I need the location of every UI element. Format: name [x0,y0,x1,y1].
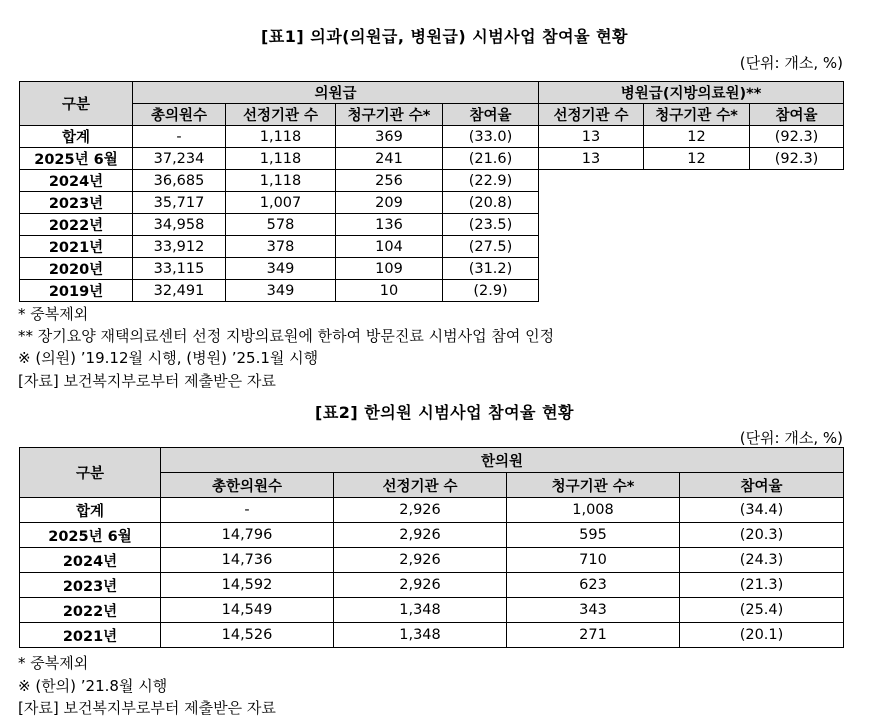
table-cell: 256 [336,170,443,192]
table-cell: 578 [226,214,336,236]
table-cell: 12 [644,126,750,148]
table2-source: [자료] 보건복지부로부터 제출받은 자료 [18,699,276,717]
table-cell: 343 [507,598,680,623]
table-cell: (33.0) [443,126,539,148]
row-label: 2020년 [20,258,133,280]
table-cell: 33,912 [133,236,226,258]
table-cell: 369 [336,126,443,148]
row-label: 2019년 [20,280,133,302]
table1-col-header: 청구기관 수* [644,104,750,126]
table-cell: 710 [507,548,680,573]
row-label: 2024년 [20,548,161,573]
table-row [20,498,844,523]
table1-col-header: 참여율 [750,104,844,126]
table-cell: 37,234 [133,148,226,170]
table-cell: (31.2) [443,258,539,280]
table-row [20,548,844,573]
table-cell: 35,717 [133,192,226,214]
table-cell: 1,118 [226,170,336,192]
row-label: 합계 [20,498,161,523]
row-label: 2021년 [20,236,133,258]
table-cell: 36,685 [133,170,226,192]
table-cell: (24.3) [680,548,844,573]
table-cell: 13 [539,126,644,148]
table-cell: 1,118 [226,148,336,170]
table-cell: (34.4) [680,498,844,523]
row-label: 2025년 6월 [20,148,133,170]
table1-note: ※ (의원) ’19.12월 시행, (병원) ’25.1월 시행 [18,349,319,367]
table2-col-header: 참여율 [680,473,844,498]
table-cell: (20.1) [680,623,844,648]
table-cell: 14,736 [161,548,334,573]
table2-header-category: 구분 [20,448,161,498]
table-cell: 14,526 [161,623,334,648]
table1-header-group1: 의원급 [133,82,539,104]
table-cell: 34,958 [133,214,226,236]
table-cell: 2,926 [334,573,507,598]
table1-title: [표1] 의과(의원급, 병원급) 시범사업 참여율 현황 [260,27,629,46]
table-cell: (22.9) [443,170,539,192]
table2-title: [표2] 한의원 시범사업 참여율 현황 [315,403,574,422]
row-label: 2023년 [20,573,161,598]
row-label: 2022년 [20,598,161,623]
table-cell: (25.4) [680,598,844,623]
table-cell: 13 [539,148,644,170]
row-label: 2021년 [20,623,161,648]
table1-unit: (단위: 개소, %) [739,54,843,72]
table1-col-header: 선정기관 수 [539,104,644,126]
table-row [20,523,844,548]
table2-note: ※ (한의) ’21.8월 시행 [18,677,168,695]
table-cell: (92.3) [750,126,844,148]
table-cell: 136 [336,214,443,236]
table1-col-header: 참여율 [443,104,539,126]
table-row [20,148,844,170]
table-cell: - [161,498,334,523]
row-label: 합계 [20,126,133,148]
table-cell: 1,118 [226,126,336,148]
table1-col-header: 청구기관 수* [336,104,443,126]
table-row [20,126,844,148]
table-cell: 14,592 [161,573,334,598]
table-cell: (2.9) [443,280,539,302]
table-cell: 209 [336,192,443,214]
table-cell: 14,796 [161,523,334,548]
table-row [20,598,844,623]
row-label: 2025년 6월 [20,523,161,548]
table-cell: 1,348 [334,623,507,648]
table-cell: (21.3) [680,573,844,598]
table-cell: 2,926 [334,498,507,523]
table-cell: (20.3) [680,523,844,548]
table-cell: 378 [226,236,336,258]
table1-header-category: 구분 [20,82,133,126]
table1-header-group2: 병원급(지방의료원)** [539,82,844,104]
table-cell: 104 [336,236,443,258]
table-cell: 1,348 [334,598,507,623]
table1-source: [자료] 보건복지부로부터 제출받은 자료 [18,372,276,390]
table2 [19,447,844,648]
table-cell: 241 [336,148,443,170]
table-cell: 14,549 [161,598,334,623]
table1-col-header: 선정기관 수 [226,104,336,126]
table-cell: 595 [507,523,680,548]
table2-col-header: 선정기관 수 [334,473,507,498]
table-cell: (21.6) [443,148,539,170]
row-label: 2022년 [20,214,133,236]
table2-col-header: 청구기관 수* [507,473,680,498]
table2-unit: (단위: 개소, %) [739,429,843,447]
table-cell: 349 [226,280,336,302]
table-cell: 623 [507,573,680,598]
table1-note: * 중복제외 [18,305,89,323]
table-cell: 12 [644,148,750,170]
table1-note: ** 장기요양 재택의료센터 선정 지방의료원에 한하여 방문진료 시범사업 참여 인정 [18,327,555,345]
table-row [20,623,844,648]
table-cell: 1,007 [226,192,336,214]
table2-note: * 중복제외 [18,654,89,672]
table1 [19,81,844,302]
table-cell: 1,008 [507,498,680,523]
row-label: 2024년 [20,170,133,192]
table-cell: 2,926 [334,548,507,573]
table-cell: 2,926 [334,523,507,548]
table-cell: (92.3) [750,148,844,170]
table2-header-group: 한의원 [161,448,844,473]
row-label: 2023년 [20,192,133,214]
table2-col-header: 총한의원수 [161,473,334,498]
table-cell: (20.8) [443,192,539,214]
table-cell: 271 [507,623,680,648]
table-cell: 32,491 [133,280,226,302]
table-cell: 109 [336,258,443,280]
table-row [20,573,844,598]
table-cell: 349 [226,258,336,280]
table-cell: - [133,126,226,148]
table-row [20,170,844,192]
table1-col-header: 총의원수 [133,104,226,126]
table-cell: 33,115 [133,258,226,280]
table-cell: 10 [336,280,443,302]
table-cell: (27.5) [443,236,539,258]
empty-area [539,170,844,302]
table-cell: (23.5) [443,214,539,236]
